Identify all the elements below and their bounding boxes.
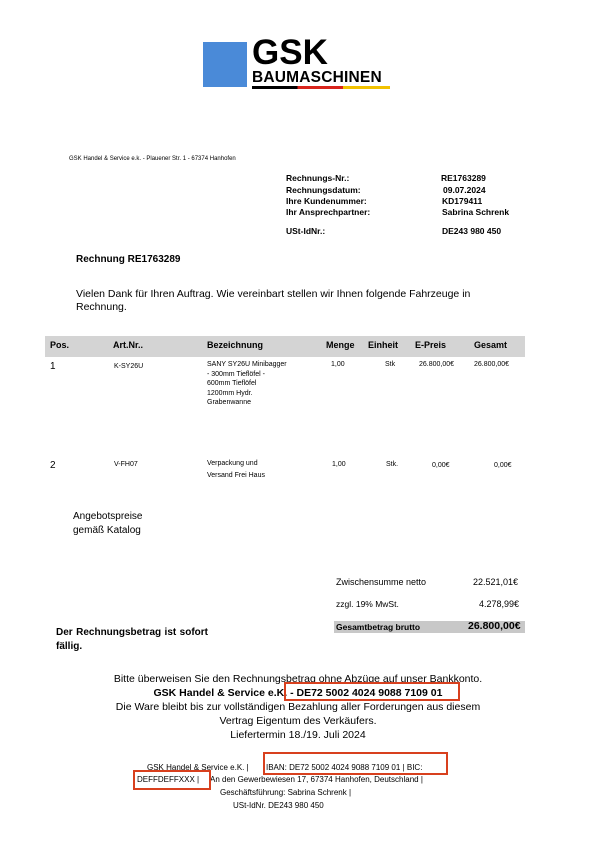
- intro-text: Vielen Dank für Ihren Auftrag. Wie vereinbart stellen wir Ihnen folgende Fahrzeuge in Rechnung.: [76, 288, 471, 313]
- col-header-description: Bezeichnung: [207, 340, 264, 350]
- gross-value: 26.800,00€: [468, 620, 521, 632]
- logo-wordmark: GSK: [252, 33, 328, 72]
- footer-bic: DEFFDEFFXXX |: [137, 775, 200, 784]
- row1-desc-2: - 300mm Tieflöfel -: [207, 370, 265, 378]
- footer-iban-bic: IBAN: DE72 5002 4024 9088 7109 01 | BIC:: [266, 763, 423, 772]
- price-note-line-1: Angebotspreise: [73, 511, 143, 522]
- logo-subtitle: BAUMASCHINEN: [252, 69, 382, 86]
- row2-unit: Stk.: [386, 461, 399, 468]
- document-title: Rechnung RE1763289: [76, 254, 181, 265]
- invoice-no-value: RE1763289: [441, 173, 486, 183]
- row2-desc-2: Versand Frei Haus: [207, 472, 265, 479]
- row1-unit: Stk: [385, 361, 396, 368]
- row1-price: 26.800,00€: [419, 361, 455, 368]
- invoice-date-label: Rechnungsdatum:: [286, 185, 361, 195]
- delivery-date: Liefertermin 18./19. Juli 2024: [230, 729, 366, 741]
- invoice-no-label: Rechnungs-Nr.:: [286, 173, 350, 183]
- footer-address: An den Gewerbewiesen 17, 67374 Hanhofen, Deutschland |: [210, 775, 423, 784]
- highlight-box-footer-iban: [263, 752, 448, 775]
- row2-desc-1: Verpackung und: [207, 460, 258, 467]
- payment-company: GSK Handel & Service e.K.: [153, 687, 288, 699]
- footer-company: GSK Handel & Service e.K. |: [147, 763, 249, 772]
- footer-manager: Geschäftsführung: Sabrina Schrenk |: [220, 788, 352, 797]
- row1-qty: 1,00: [331, 361, 345, 368]
- retention-clause-1: Die Ware bleibt bis zur vollständigen Bezahlung aller Forderungen aus diesem: [115, 701, 481, 713]
- row1-art: K-SY26U: [114, 363, 144, 370]
- row2-pos: 2: [50, 460, 56, 471]
- col-header-price: E-Preis: [415, 340, 447, 350]
- col-header-pos: Pos.: [50, 340, 70, 350]
- row1-desc-4: 1200mm Hydr.: [207, 389, 253, 397]
- highlight-box-iban: [284, 682, 460, 701]
- col-header-unit: Einheit: [368, 340, 399, 350]
- vat-label: zzgl. 19% MwSt.: [336, 599, 399, 609]
- price-note-line-2: gemäß Katalog: [73, 524, 141, 536]
- vat-value: 4.278,99€: [479, 599, 520, 609]
- payment-instruction: Bitte überweisen Sie den Rechnungsbetrag ohne Abzüge auf unser Bankkonto.: [113, 673, 483, 685]
- vat-id-value: DE243 980 450: [442, 226, 502, 236]
- payment-iban: - DE72 5002 4024 9088 7109 01: [290, 687, 443, 699]
- row2-art: V-FH07: [114, 461, 138, 468]
- contact-value: Sabrina Schrenk: [442, 207, 510, 217]
- retention-clause-2: Vertrag Eigentum des Verkäufers.: [219, 715, 377, 727]
- row2-price: 0,00€: [432, 462, 450, 469]
- row2-qty: 1,00: [332, 461, 346, 468]
- highlight-box-bic: [133, 770, 211, 790]
- logo-stripe: [252, 86, 390, 89]
- invoice-date-value: 09.07.2024: [443, 185, 486, 195]
- logo-mark: [203, 42, 247, 87]
- footer-vat: USt-IdNr. DE243 980 450: [233, 801, 324, 810]
- row1-desc-1: SANY SY26U Minibagger: [207, 361, 287, 368]
- vat-id-label: USt-IdNr.:: [286, 226, 326, 236]
- sender-address-line: GSK Handel & Service e.k. - Plauener Str. 1 - 67374 Hanhofen: [69, 156, 236, 162]
- payment-due-note: Der Rechnungsbetrag ist sofort fällig.: [56, 627, 208, 652]
- customer-no-label: Ihre Kundenummer:: [286, 196, 367, 206]
- col-header-total: Gesamt: [474, 340, 508, 350]
- row1-pos: 1: [50, 361, 56, 372]
- price-note: [73, 510, 143, 537]
- gross-label: Gesamtbetrag brutto: [336, 622, 421, 632]
- row2-total: 0,00€: [494, 462, 512, 469]
- net-value: 22.521,01€: [473, 577, 519, 587]
- customer-no-value: KD179411: [442, 196, 483, 206]
- row1-total: 26.800,00€: [474, 361, 510, 368]
- row1-desc-5: Grabenwanne: [207, 399, 251, 406]
- net-label: Zwischensumme netto: [336, 577, 427, 587]
- contact-label: Ihr Ansprechpartner:: [286, 207, 371, 217]
- col-header-qty: Menge: [326, 340, 355, 350]
- row1-desc-3: 600mm Tieflöfel: [207, 380, 257, 387]
- col-header-art: Art.Nr..: [113, 340, 144, 350]
